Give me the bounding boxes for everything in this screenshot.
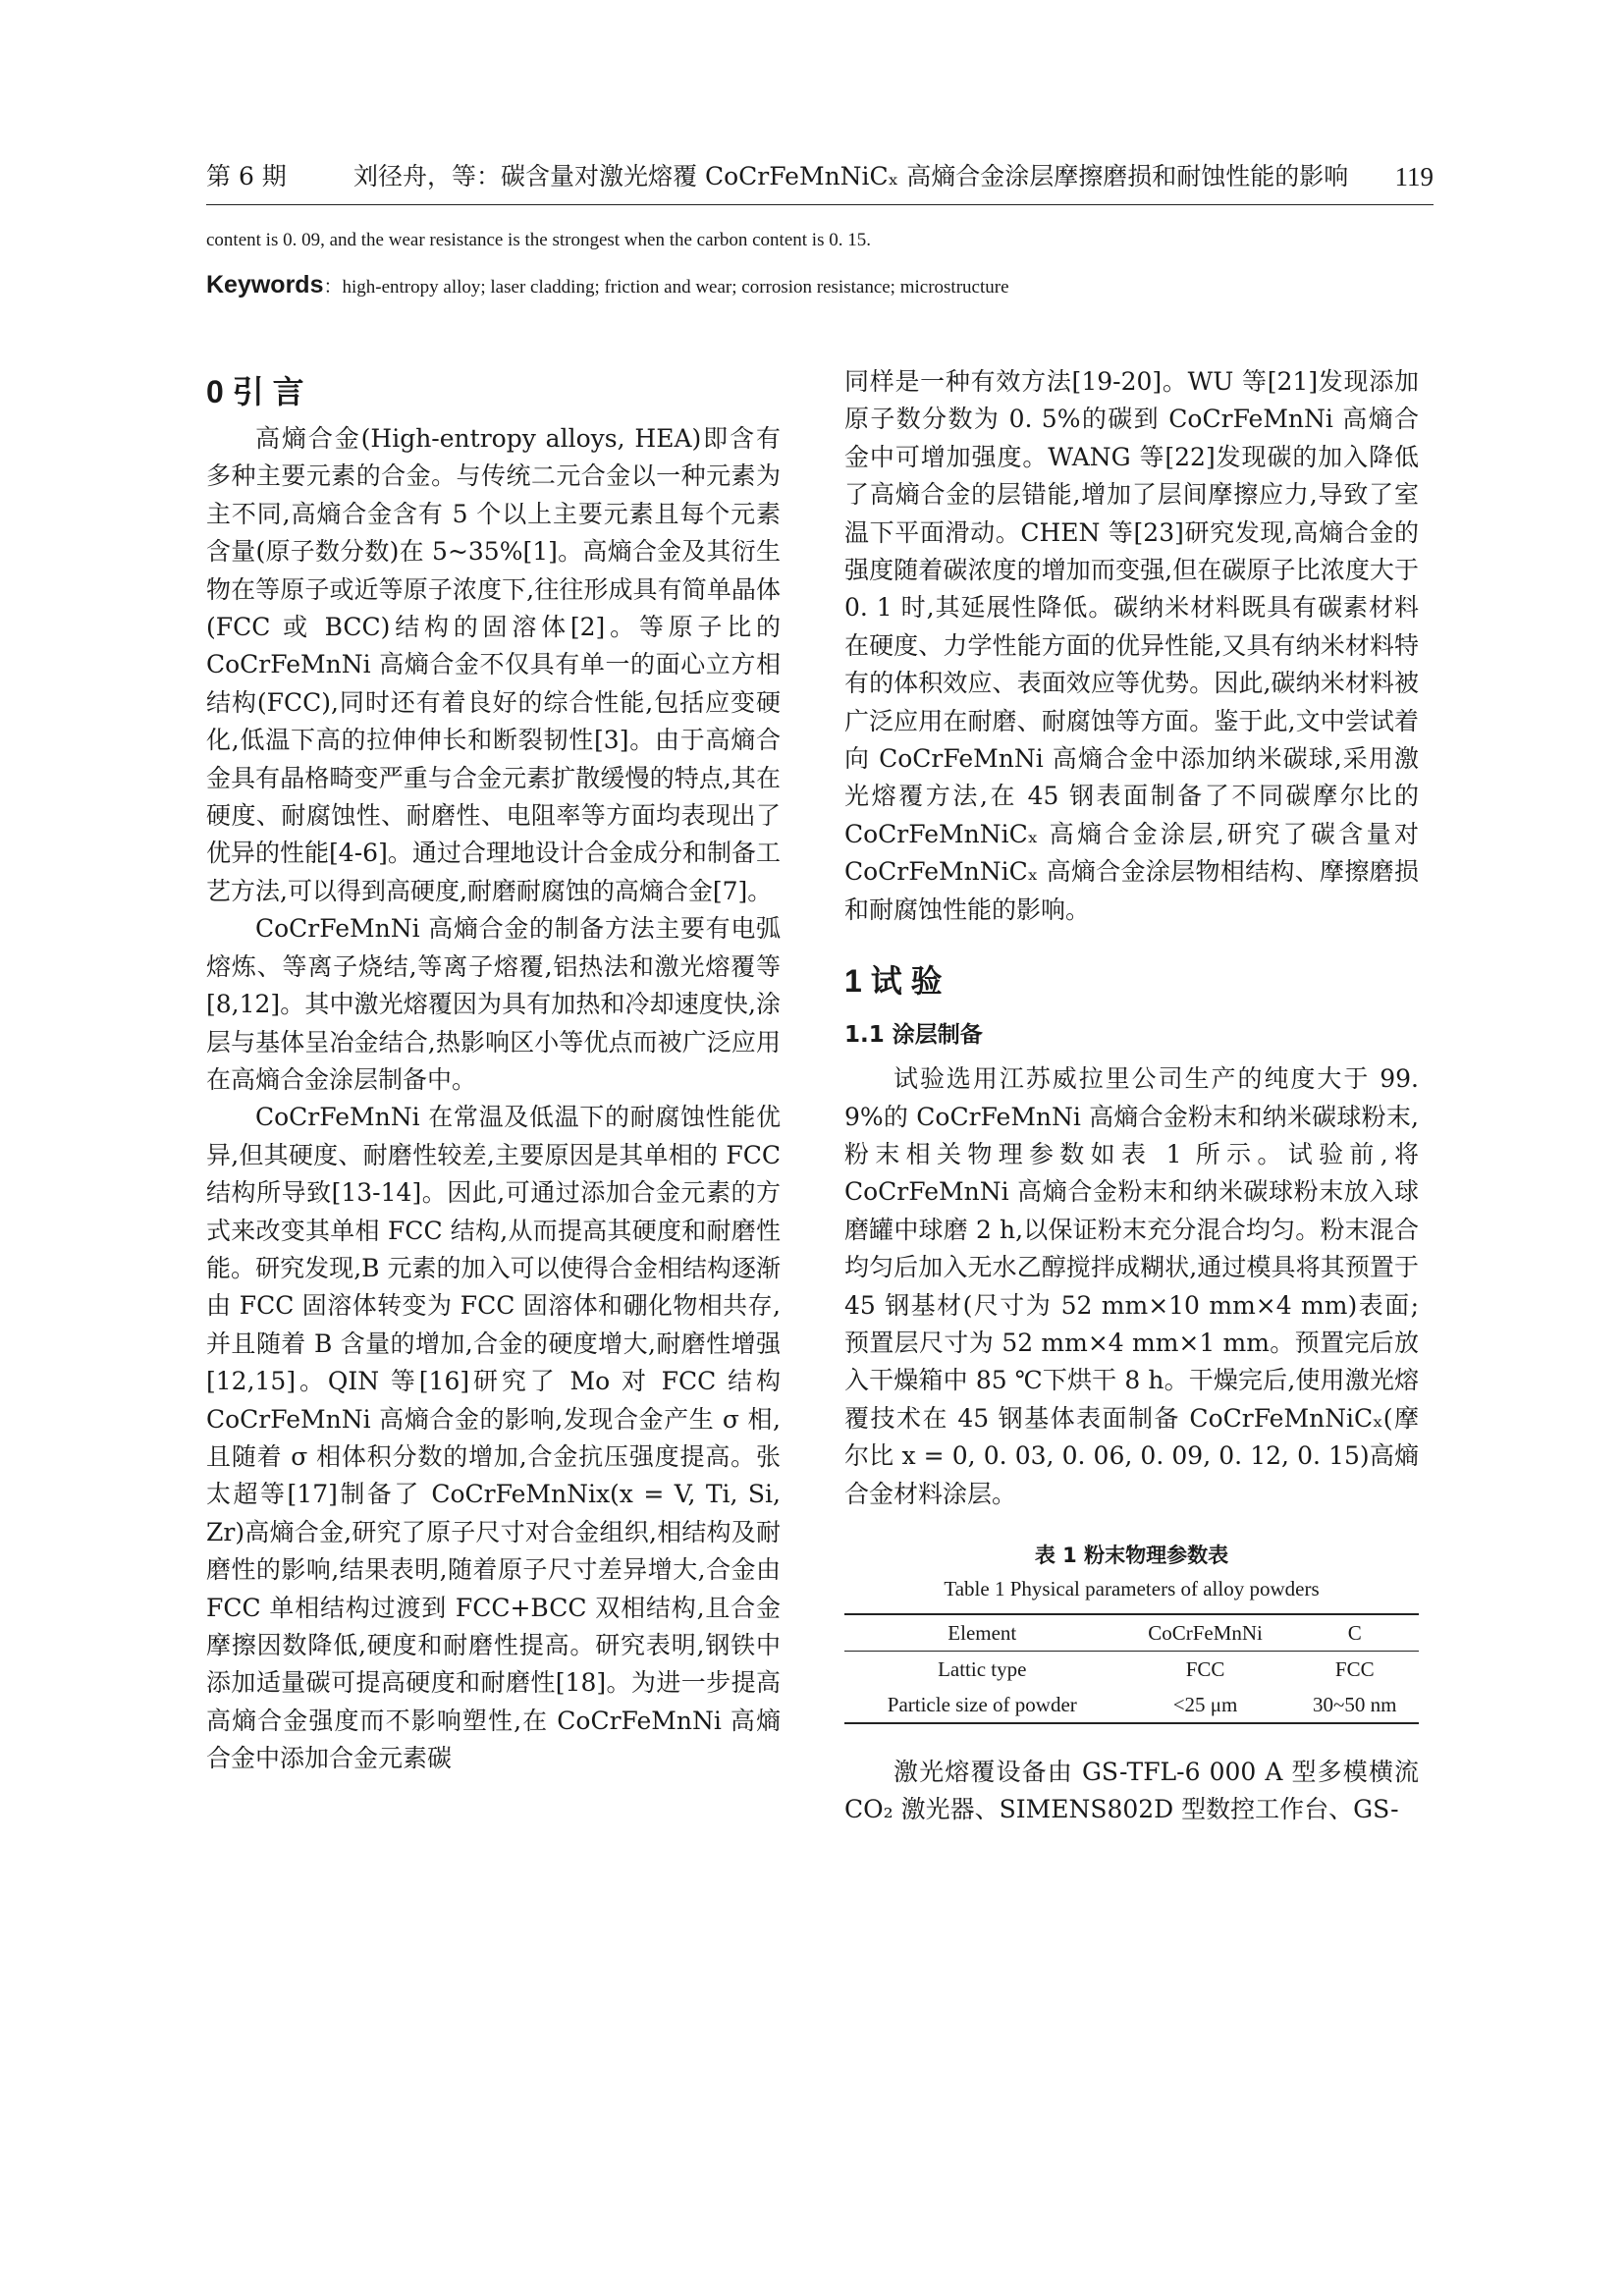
powder-parameters-table <box>844 1613 1419 1724</box>
table-row <box>844 1687 1419 1723</box>
keywords-line <box>206 271 1009 299</box>
running-header <box>206 157 1434 196</box>
header-rule <box>206 204 1434 205</box>
table-caption-cn: 表 1 粉末物理参数表 <box>1034 1543 1229 1567</box>
table-header-cell: Element <box>844 1614 1120 1652</box>
table-cell: FCC <box>1185 1656 1225 1681</box>
left-column <box>206 363 781 1778</box>
equipment-paragraph: 激光熔覆设备由 GS-TFL-6 000 A 型多模横流 CO₂ 激光器、SIMENS802D 型数控工作台、GS- <box>844 1757 1419 1824</box>
table-header-cell: C <box>1291 1614 1419 1652</box>
keywords-text: ：high-entropy alloy; laser cladding; friction and wear; corrosion resistance; microstructure <box>323 277 1009 298</box>
section-title-experiment: 1 试 验 <box>844 963 943 1000</box>
table-row <box>844 1651 1419 1687</box>
keywords-label: Keywords <box>206 271 324 298</box>
running-title: 刘径舟，等：碳含量对激光熔覆 CoCrFeMnNiCₓ 高熵合金涂层摩擦磨损和耐蚀性能的影响 <box>353 162 1349 190</box>
issue-number: 第 6 期 <box>206 162 287 190</box>
table-cell: FCC <box>1334 1656 1375 1681</box>
intro-paragraph: 高熵合金(High-entropy alloys, HEA)即含有多种主要元素的合金。与传统二元合金以一种元素为主不同,高熵合金含有 5 个以上主要元素且每个元素含量(原子数分数)在 5~35%[1]。高熵合金及其衍生物在等原子或近等原子浓度下,往往形成具有简单晶体(FCC 或 BCC)结构的固溶体[2]。等原子比的 CoCrFeMnNi 高熵合金不仅具有单一的面心立方相结构(FCC),同时还有着良好的综合性能,包括应变硬化,低温下高的拉伸伸长和断裂韧性[3]。由于高熵合金具有晶格畸变严重与合金元素扩散缓慢的特点,其在硬度、耐腐蚀性、耐磨性、电阻率等方面均表现出了优异的性能[4-6]。通过合理地设计合金成分和制备工艺方法,可以得到高硬度,耐磨耐腐蚀的高熵合金[7]。 <box>206 424 781 905</box>
table-header-row <box>844 1614 1419 1652</box>
right-column <box>844 363 1419 1829</box>
section-title-introduction: 0 引 言 <box>206 374 304 409</box>
table-cell: Particle size of powder <box>887 1692 1077 1716</box>
table-header-cell: CoCrFeMnNi <box>1120 1614 1291 1652</box>
prep-paragraph: 试验选用江苏威拉里公司生产的纯度大于 99. 9%的 CoCrFeMnNi 高熵合金粉末和纳米碳球粉末,粉末相关物理参数如表 1 所示。试验前,将 CoCrFeMnNi 高熵合金粉末和纳米碳球粉末放入球磨罐中球磨 2 h,以保证粉末充分混合均匀。粉末混合均匀后加入无水乙醇搅拌成糊状,通过模具将其预置于 45 钢基材(尺寸为 52 mm×10 mm×4 mm)表面;预置层尺寸为 52 mm×4 mm×1 mm。预置完后放入干燥箱中 85 ℃下烘干 8 h。干燥完后,使用激光熔覆技术在 45 钢基体表面制备 CoCrFeMnNiCₓ(摩尔比 x = 0, 0. 03, 0. 06, 0. 09, 0. 12, 0. 15)高熵合金材料涂层。 <box>844 1064 1419 1508</box>
intro-paragraph: CoCrFeMnNi 高熵合金的制备方法主要有电弧熔炼、等离子烧结,等离子熔覆,铝热法和激光熔覆等[8,12]。其中激光熔覆因为具有加热和冷却速度快,涂层与基体呈冶金结合,热影响区小等优点而被广泛应用在高熵合金涂层制备中。 <box>206 914 781 1094</box>
table-cell: <25 μm <box>1172 1692 1238 1716</box>
page-number: 119 <box>1394 162 1434 191</box>
table-cell: 30~50 nm <box>1313 1692 1397 1716</box>
table-caption <box>844 1537 1419 1603</box>
table-caption-en: Table 1 Physical parameters of alloy powders <box>944 1576 1320 1600</box>
intro-paragraph: CoCrFeMnNi 在常温及低温下的耐腐蚀性能优异,但其硬度、耐磨性较差,主要原因是其单相的 FCC 结构所导致[13-14]。因此,可通过添加合金元素的方式来改变其单相 FCC 结构,从而提高其硬度和耐磨性能。研究发现,B 元素的加入可以使得合金相结构逐渐由 FCC 固溶体转变为 FCC 固溶体和硼化物相共存,并且随着 B 含量的增加,合金的硬度增大,耐磨性增强[12,15]。QIN 等[16]研究了 Mo 对 FCC 结构 CoCrFeMnNi 高熵合金的影响,发现合金产生 σ 相,且随着 σ 相体积分数的增加,合金抗压强度提高。张太超等[17]制备了 CoCrFeMnNix(x = V, Ti, Si, Zr)高熵合金,研究了原子尺寸对合金组织,相结构及耐磨性的影响,结果表明,随着原子尺寸差异增大,合金由 FCC 单相结构过渡到 FCC+BCC 双相结构,且合金摩擦因数降低,硬度和耐磨性提高。研究表明,钢铁中添加适量碳可提高硬度和耐磨性[18]。为进一步提高高熵合金强度而不影响塑性,在 CoCrFeMnNi 高熵合金中添加合金元素碳 <box>206 1103 781 1773</box>
table-cell: Lattic type <box>938 1656 1027 1681</box>
subsection-title-coating-prep: 1.1 涂层制备 <box>844 1022 983 1049</box>
continued-paragraph: 同样是一种有效方法[19-20]。WU 等[21]发现添加原子数分数为 0. 5%的碳到 CoCrFeMnNi 高熵合金中可增加强度。WANG 等[22]发现碳的加入降低了高熵合金的层错能,增加了层间摩擦应力,导致了室温下平面滑动。CHEN 等[23]研究发现,高熵合金的强度随着碳浓度的增加而变强,但在碳原子比浓度大于 0. 1 时,其延展性降低。碳纳米材料既具有碳素材料在硬度、力学性能方面的优异性能,又具有纳米材料特有的体积效应、表面效应等优势。因此,碳纳米材料被广泛应用在耐磨、耐腐蚀等方面。鉴于此,文中尝试着向 CoCrFeMnNi 高熵合金中添加纳米碳球,采用激光熔覆方法,在 45 钢表面制备了不同碳摩尔比的 CoCrFeMnNiCₓ 高熵合金涂层,研究了碳含量对 CoCrFeMnNiCₓ 高熵合金涂层物相结构、摩擦磨损和耐腐蚀性能的影响。 <box>844 367 1419 924</box>
abstract-tail: content is 0. 09, and the wear resistance is the strongest when the carbon content is 0. 15. <box>206 230 871 250</box>
